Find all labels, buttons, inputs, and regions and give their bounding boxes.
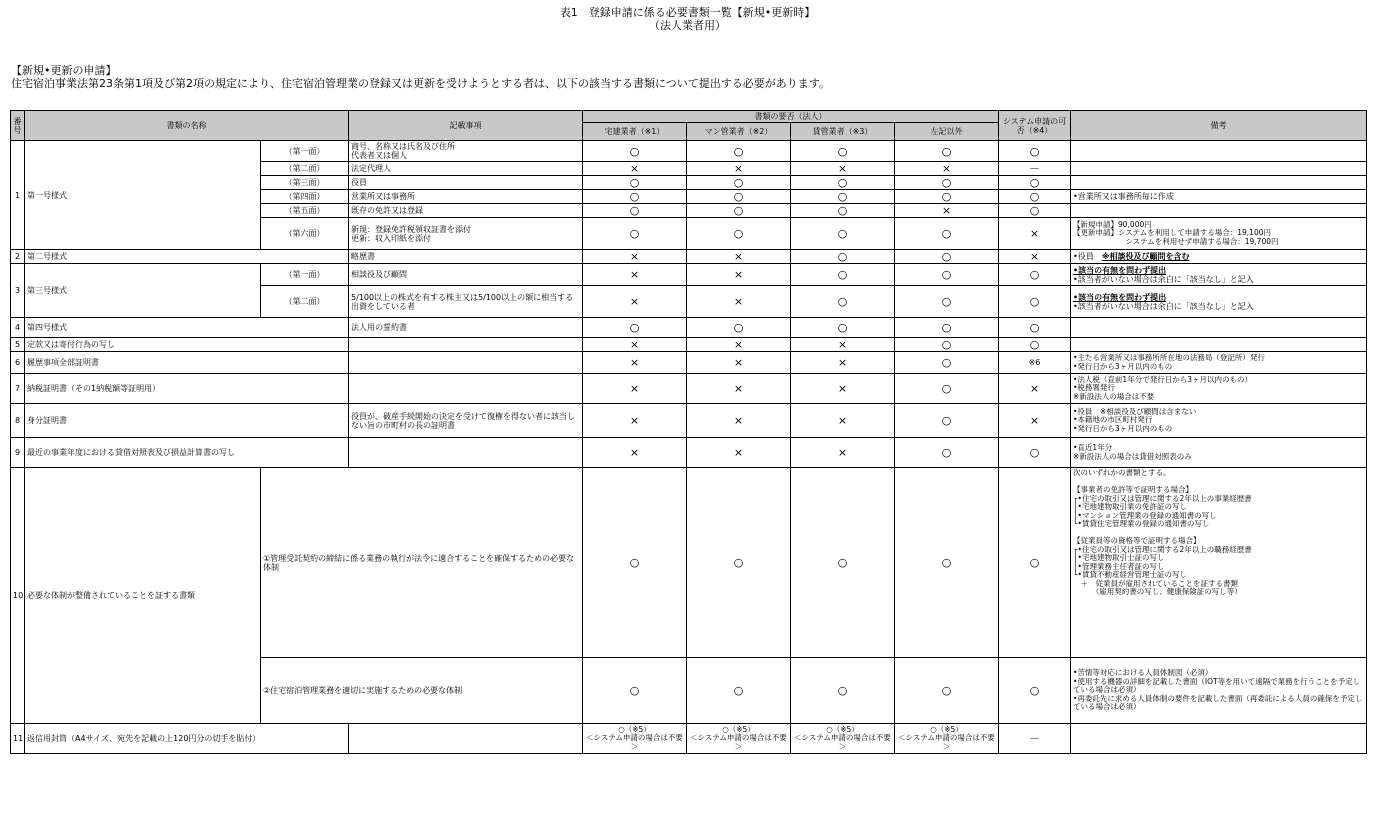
row-detail: 既存の免許又は登録 [349, 204, 583, 218]
table-row [11, 352, 1367, 374]
table-row [11, 264, 1367, 286]
mark: ○ [583, 190, 687, 204]
mark: ○ [895, 264, 999, 286]
row-name: 第二号様式 [25, 250, 349, 264]
header-num: 番号 [11, 111, 25, 141]
row-face: （第四面） [261, 190, 349, 204]
mark: ○（※5） ＜システム申請の場合は不要＞ [687, 724, 791, 754]
row-detail: 新規：登録免許税領収証書を添付 更新：収入印紙を添付 [349, 218, 583, 250]
row-name: 定款又は寄付行為の写し [25, 338, 349, 352]
mark: ○ [791, 658, 895, 724]
mark: ○ [791, 286, 895, 318]
table-row [11, 468, 1367, 658]
mark: ○ [999, 286, 1071, 318]
row-note: •直近1年分 ※新設法人の場合は貸借対照表のみ [1071, 438, 1367, 468]
row-face: （第五面） [261, 204, 349, 218]
mark: × [791, 162, 895, 176]
mark: × [687, 286, 791, 318]
row-note: 次のいずれかの書類とする。 【事業者の免許等で証明する場合】 ┌•住宅の取引又は管理に関する2年以上の事業経歴書 │•宅地建物取引業の免許証の写し │•マンション管理業の登録の通知書の写し └•賃貸住宅管理業の登録の通知書の写し 【従業員等の資格等で証明する場合】 ┌•住宅の取引又は管理に関する2年以上の職務経歴書 │•宅地建物取引士証の写し │•管理業務主任者証の写し └•賃貸不動産経営管理士証の写し ＋ 従業員が雇用されていることを証する書類 （雇用契約書の写し、健康保険証の写し等） [1071, 468, 1367, 658]
row-num: 1 [11, 141, 25, 250]
row-face: （第二面） [261, 162, 349, 176]
intro-text: 住宅宿泊事業法第23条第1項及び第2項の規定により、住宅宿泊管理業の登録又は更新を受けようとする者は、以下の該当する書類について提出する必要があります。 [11, 77, 830, 90]
mark: ○ [791, 176, 895, 190]
mark: ○ [895, 218, 999, 250]
mark: × [791, 338, 895, 352]
mark: ○ [895, 374, 999, 404]
intro-heading: 【新規•更新の申請】 [11, 64, 117, 77]
row-detail: 営業所又は事務所 [349, 190, 583, 204]
row-note [1071, 724, 1367, 754]
mark: ○ [791, 468, 895, 658]
row-name: 最近の事業年度における貸借対照表及び損益計算書の写し [25, 438, 349, 468]
requirements-table [10, 110, 1367, 754]
mark: ○ [999, 658, 1071, 724]
mark: ○ [895, 404, 999, 438]
mark: × [687, 404, 791, 438]
row-note [1071, 318, 1367, 338]
row-num: 3 [11, 264, 25, 318]
header-name: 書類の名称 [25, 111, 349, 141]
row-note: •主たる営業所又は事務所所在地の法務局（登記所）発行 •発行日から3ヶ月以内のもの [1071, 352, 1367, 374]
mark: × [791, 352, 895, 374]
row-name: 返信用封筒（A4サイズ、宛先を記載の上120円分の切手を貼付） [25, 724, 349, 754]
row-detail [349, 352, 583, 374]
mark: ○ [791, 190, 895, 204]
table-row [11, 374, 1367, 404]
row-note [1071, 176, 1367, 190]
row-detail: 役員が、破産手続開始の決定を受けて復権を得ない者に該当しない旨の市町村の長の証明書 [349, 404, 583, 438]
table-row [11, 141, 1367, 162]
mark: ○ [895, 141, 999, 162]
row-name: 第一号様式 [25, 141, 261, 250]
mark: ○ [999, 204, 1071, 218]
row-num: 5 [11, 338, 25, 352]
mark: － [999, 162, 1071, 176]
mark: ○ [895, 352, 999, 374]
row-face: （第一面） [261, 264, 349, 286]
row-detail: 商号、名称又は氏名及び住所 代表者又は個人 [349, 141, 583, 162]
row-num: 11 [11, 724, 25, 754]
mark: × [791, 404, 895, 438]
document-title [0, 6, 1375, 32]
mark: × [895, 204, 999, 218]
mark: ○（※5） ＜システム申請の場合は不要＞ [583, 724, 687, 754]
mark: × [583, 286, 687, 318]
mark: ○ [895, 286, 999, 318]
row-note [1071, 264, 1367, 286]
mark: ○ [895, 468, 999, 658]
header-col3: 賃管業者（※3） [791, 123, 895, 141]
header-detail: 記載事項 [349, 111, 583, 141]
row-note: •営業所又は事務所毎に作成 [1071, 190, 1367, 204]
mark: × [583, 162, 687, 176]
mark: － [999, 724, 1071, 754]
mark: ○ [583, 141, 687, 162]
title-line-2: （法人業者用） [649, 19, 726, 32]
note-text: •役員 [1073, 252, 1102, 261]
mark: ○ [895, 658, 999, 724]
row-num: 10 [11, 468, 25, 724]
header-row-1 [11, 111, 1367, 123]
row-name: 第四号様式 [25, 318, 349, 338]
mark: ○ [687, 190, 791, 204]
row-name: 必要な体制が整備されていることを証する書類 [25, 468, 261, 724]
row-name: 身分証明書 [25, 404, 349, 438]
row-note [1071, 250, 1367, 264]
mark: ○ [687, 204, 791, 218]
mark: ○ [999, 141, 1071, 162]
mark: × [687, 338, 791, 352]
row-face: （第三面） [261, 176, 349, 190]
mark: ○ [791, 204, 895, 218]
mark: ○ [895, 438, 999, 468]
mark: × [583, 438, 687, 468]
mark: × [583, 250, 687, 264]
note-emphasis: ※相談役及び顧問を含む [1101, 252, 1190, 261]
mark: ○ [687, 176, 791, 190]
note-text: •該当者がいない場合は余白に「該当なし」と記入 [1073, 301, 1254, 311]
mark: × [583, 352, 687, 374]
mark: × [999, 218, 1071, 250]
mark: ○ [895, 338, 999, 352]
row-note: •苦情等対応における人員体制図（必須） •使用する機器の詳細を記載した書面（IOT等を用いて遠隔で業務を行うことを予定している場合は必須） •再委託先に求める人員体制の要件を記載した書面（再委託による人員の確保を予定している場合は必須） [1071, 658, 1367, 724]
mark: ○ [583, 218, 687, 250]
mark: ○ [583, 318, 687, 338]
mark: × [583, 404, 687, 438]
header-required-group: 書類の要否（法人） [583, 111, 999, 123]
row-detail: 法人用の誓約書 [349, 318, 583, 338]
row-note [1071, 286, 1367, 318]
row-detail: ②住宅宿泊管理業務を適切に実施するための必要な体制 [261, 658, 583, 724]
row-num: 2 [11, 250, 25, 264]
mark: × [791, 374, 895, 404]
row-face: （第一面） [261, 141, 349, 162]
row-num: 4 [11, 318, 25, 338]
mark: ○ [999, 264, 1071, 286]
mark: ○ [687, 318, 791, 338]
row-detail [349, 724, 583, 754]
mark: × [687, 162, 791, 176]
row-num: 7 [11, 374, 25, 404]
mark: × [583, 374, 687, 404]
note-text: •該当者がいない場合は余白に「該当なし」と記入 [1073, 274, 1254, 284]
mark: ○ [999, 190, 1071, 204]
row-note [1071, 204, 1367, 218]
row-note: 【新規申請】90,000円 【更新申請】システムを利用して申請する場合：19,100円 システムを利用せず申請する場合：19,700円 [1071, 218, 1367, 250]
mark: × [687, 250, 791, 264]
mark: × [687, 352, 791, 374]
row-num: 6 [11, 352, 25, 374]
header-col2: マン管業者（※2） [687, 123, 791, 141]
mark: ○ [999, 468, 1071, 658]
mark: ○ [583, 468, 687, 658]
row-detail: 略歴書 [349, 250, 583, 264]
mark: ○ [791, 250, 895, 264]
mark: × [687, 438, 791, 468]
row-detail: 法定代理人 [349, 162, 583, 176]
mark: ○ [791, 318, 895, 338]
mark: × [895, 162, 999, 176]
mark: ○ [791, 264, 895, 286]
table-row [11, 438, 1367, 468]
mark: ○ [687, 468, 791, 658]
row-note [1071, 162, 1367, 176]
mark: ○ [999, 338, 1071, 352]
mark: ○ [999, 438, 1071, 468]
row-detail [349, 338, 583, 352]
row-name: 納税証明書（その1納税額等証明用） [25, 374, 349, 404]
header-col4: 左記以外 [895, 123, 999, 141]
mark: ○ [999, 318, 1071, 338]
row-face: （第二面） [261, 286, 349, 318]
mark: ○ [895, 190, 999, 204]
table-row [11, 338, 1367, 352]
row-detail: ①管理受託契約の締結に係る業務の執行が法令に適合することを確保するための必要な体制 [261, 468, 583, 658]
row-detail: 役員 [349, 176, 583, 190]
row-face: （第六面） [261, 218, 349, 250]
mark: × [999, 250, 1071, 264]
mark: ○（※5） ＜システム申請の場合は不要＞ [895, 724, 999, 754]
table-row [11, 250, 1367, 264]
table-row [11, 318, 1367, 338]
mark: ○ [583, 658, 687, 724]
row-detail: 相談役及び顧問 [349, 264, 583, 286]
mark: × [999, 374, 1071, 404]
mark: × [791, 438, 895, 468]
intro [11, 64, 830, 90]
row-note: •法人税（直前1年分で発行日から3ヶ月以内のもの） •税務署発行 ※新設法人の場合は不要 [1071, 374, 1367, 404]
table-row [11, 724, 1367, 754]
header-col1: 宅建業者（※1） [583, 123, 687, 141]
title-line-1: 表1 登録申請に係る必要書類一覧【新規•更新時】 [559, 6, 816, 19]
note-emphasis: •該当の有無を問わず提出 [1073, 292, 1167, 302]
mark: ○ [791, 141, 895, 162]
table-row [11, 404, 1367, 438]
mark: ○ [791, 218, 895, 250]
header-system: システム申請の可否（※4） [999, 111, 1071, 141]
header-notes: 備考 [1071, 111, 1367, 141]
row-note [1071, 141, 1367, 162]
row-detail [349, 374, 583, 404]
mark: ○ [895, 250, 999, 264]
mark: × [687, 264, 791, 286]
row-detail: 5/100以上の株式を有する株主又は5/100以上の額に相当する出資をしている者 [349, 286, 583, 318]
mark: ○（※5） ＜システム申請の場合は不要＞ [791, 724, 895, 754]
row-num: 8 [11, 404, 25, 438]
mark: ※6 [999, 352, 1071, 374]
mark: ○ [687, 141, 791, 162]
mark: ○ [687, 658, 791, 724]
mark: ○ [895, 176, 999, 190]
mark: ○ [583, 176, 687, 190]
row-note [1071, 338, 1367, 352]
row-name: 第三号様式 [25, 264, 261, 318]
mark: ○ [999, 176, 1071, 190]
row-note: •役員 ※相談役及び顧問は含まない •本籍地の市区町村発行 •発行日から3ヶ月以内のもの [1071, 404, 1367, 438]
mark: × [583, 264, 687, 286]
mark: ○ [895, 318, 999, 338]
mark: × [687, 374, 791, 404]
mark: × [583, 338, 687, 352]
row-name: 履歴事項全部証明書 [25, 352, 349, 374]
mark: ○ [687, 218, 791, 250]
row-num: 9 [11, 438, 25, 468]
note-emphasis: •該当の有無を問わず提出 [1073, 265, 1167, 275]
mark: × [999, 404, 1071, 438]
row-detail [349, 438, 583, 468]
mark: ○ [583, 204, 687, 218]
